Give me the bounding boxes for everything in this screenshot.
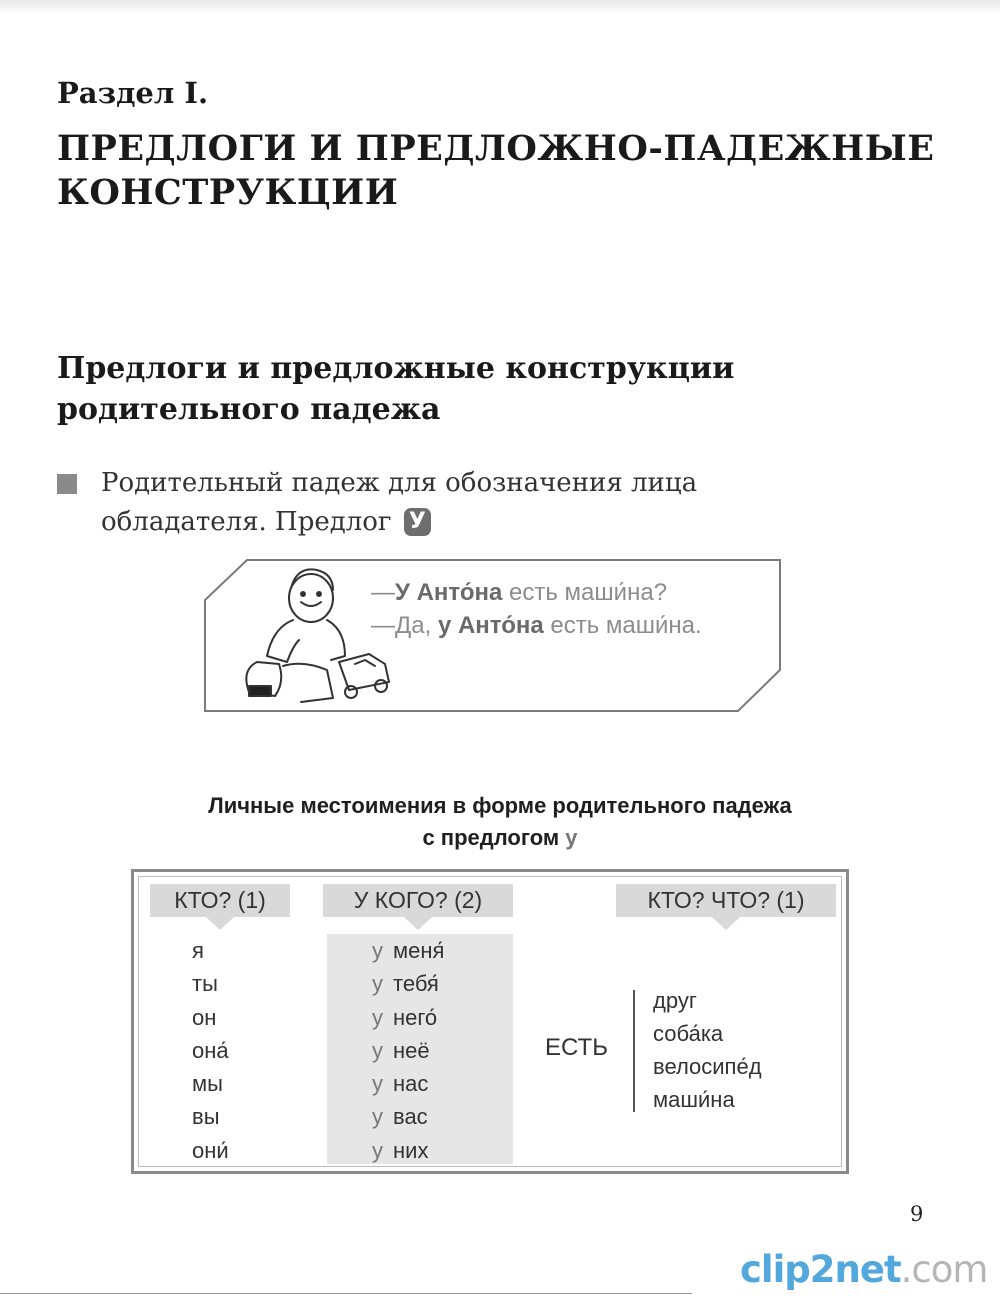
genitive-item [372,1134,444,1167]
pronoun-item: я [192,938,204,963]
pronoun-item: мы [192,1071,223,1097]
watermark [740,1248,987,1291]
dialog-line-2-bold: у Анто́на [437,612,544,639]
table-title-line-2-text: с предлогом [422,825,560,850]
section-label: Раздел I. [57,76,209,110]
dialog-line-2-rest: есть маши́на. [543,612,702,639]
genitive-preposition: у [372,1104,383,1130]
pronouns-column [192,934,229,1167]
genitive-item [372,1001,444,1034]
pronoun-item: они́ [192,1137,229,1163]
genitive-form: вас [393,1104,428,1130]
genitive-preposition: у [372,1037,383,1063]
pronoun-item: вы [192,1104,220,1130]
topic-title: Предлоги и предложные конструкции родительного падежа [57,351,735,427]
table-title-line-1: Личные местоимения в форме родительного падежа [208,793,792,818]
bullet-text-body: Родительный падеж для обозначения лица обладателя. Предлог [101,468,698,537]
genitive-preposition: у [372,971,383,997]
thing-item: маши́на [653,1087,735,1112]
genitive-item [372,1100,444,1133]
bottom-rule [0,1293,692,1294]
table-title-line-2-prep: у [565,825,578,850]
genitive-item [372,967,444,1000]
dialog-line-1-dash: — [371,579,395,606]
header-at-whom: У КОГО? (2) [323,884,513,917]
genitive-item [372,934,444,967]
pronoun-item: ты [192,971,218,997]
thing-item: велосипе́д [653,1054,762,1079]
table-title [100,790,900,854]
dialog-line-1 [371,576,702,609]
genitive-form: меня́ [393,938,445,963]
genitive-form: них [393,1137,429,1163]
pronoun-table [131,869,849,1174]
genitive-form: неё [393,1037,430,1063]
header-who: КТО? (1) [150,884,290,917]
things-column [653,984,762,1116]
watermark-name: clip2net [740,1248,901,1291]
genitive-form: него́ [393,1004,438,1030]
thing-item: друг [653,988,697,1013]
page-number: 9 [910,1202,924,1226]
dialog-line-2-dash: —Да, [371,612,438,639]
section-title: ПРЕДЛОГИ И ПРЕДЛОЖНО-ПАДЕЖНЫЕ КОНСТРУКЦИИ [57,128,935,213]
thing-item: соба́ка [653,1021,724,1046]
bullet-square-icon [57,474,77,494]
genitive-preposition: у [372,938,383,963]
genitive-preposition: у [372,1137,383,1163]
genitive-form: тебя́ [393,971,439,997]
dialog-lines [371,576,702,642]
bullet-text [101,464,741,542]
watermark-domain: .com [900,1248,988,1291]
genitive-preposition: у [372,1071,383,1097]
header-who-what: КТО? ЧТО? (1) [616,884,836,917]
top-shadow [0,0,1000,14]
preposition-badge: У [404,508,431,536]
table-title-line-2 [100,822,900,854]
genitive-item [372,1067,444,1100]
pronoun-item: она́ [192,1037,229,1063]
genitive-preposition: у [372,1004,383,1030]
dialog-line-2 [371,609,702,642]
divider-line [633,990,635,1112]
genitive-item [372,1034,444,1067]
dialog-line-1-rest: есть маши́на? [502,579,668,606]
dialog-box [203,558,783,713]
pronoun-item: он [192,1004,217,1030]
genitive-form: нас [393,1071,429,1097]
dialog-line-1-bold: У Анто́на [395,579,503,606]
genitive-column [372,934,444,1167]
verb-est: ЕСТЬ [545,1034,608,1061]
